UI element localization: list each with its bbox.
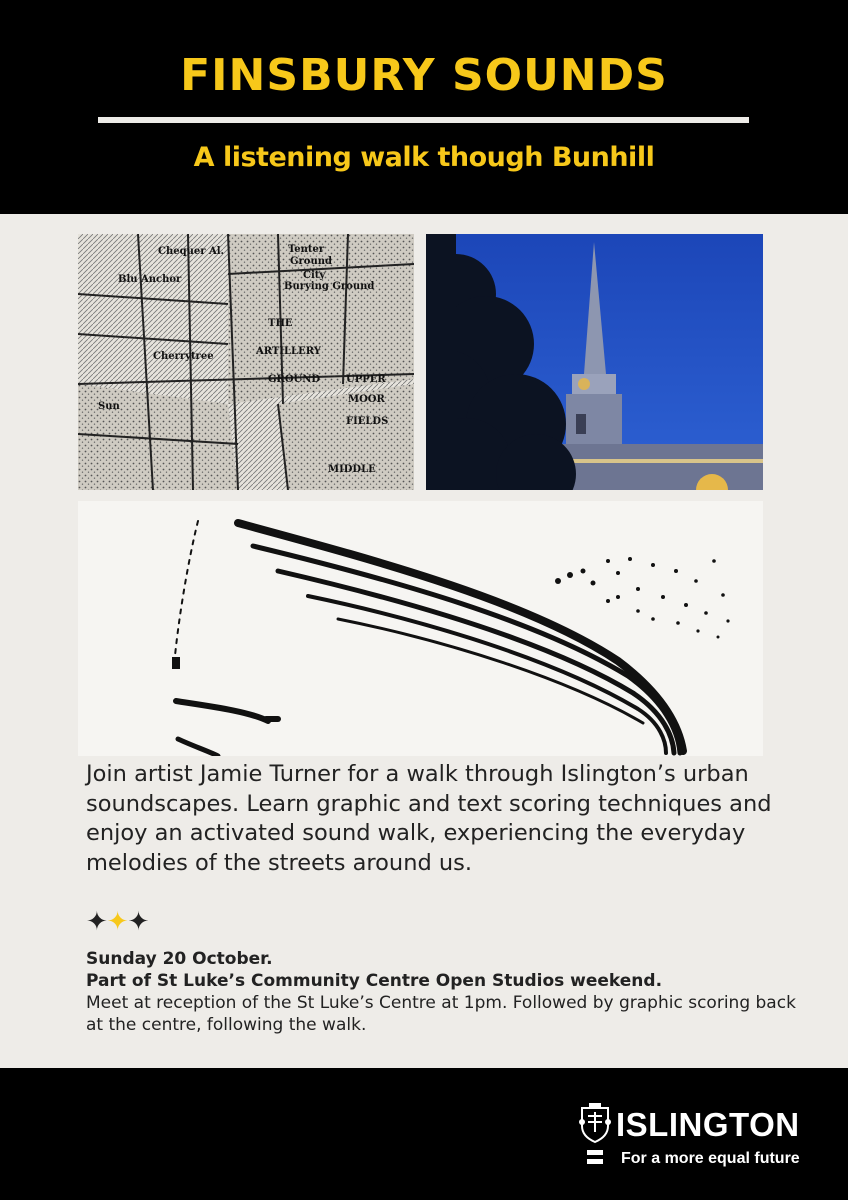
svg-text:City: City (303, 270, 326, 281)
svg-text:FIELDS: FIELDS (346, 416, 389, 427)
svg-text:THE: THE (268, 318, 293, 329)
event-description: Join artist Jamie Turner for a walk through Islington’s urban soundscapes. Learn graphic and text scoring techniques and enjoy an activated sound walk, experiencing the everyday melodies of the streets around us. (86, 761, 772, 876)
svg-text:MOOR: MOOR (348, 394, 385, 405)
svg-text:UPPER: UPPER (346, 374, 386, 385)
islington-tagline: For a more equal future (621, 1150, 800, 1167)
islington-crest-icon (578, 1102, 612, 1144)
church-spire-photo (426, 234, 763, 490)
poster-title: FINSBURY SOUNDS (180, 50, 668, 101)
event-meeting-info: Meet at reception of the St Luke’s Centre at 1pm. Followed by graphic scoring back at the centre, following the walk. (86, 993, 796, 1035)
event-date: Sunday 20 October. (86, 949, 273, 969)
svg-text:MIDDLE: MIDDLE (328, 464, 376, 475)
header-band (0, 0, 848, 214)
svg-text:Tenter: Tenter (288, 244, 325, 255)
poster-subtitle: A listening walk though Bunhill (193, 142, 655, 173)
svg-text:Sun: Sun (98, 401, 120, 412)
historic-map-image (78, 234, 414, 490)
event-part-of: Part of St Luke’s Community Centre Open Studios weekend. (86, 971, 663, 991)
star-icon: ✦ (106, 906, 128, 936)
svg-text:Blu Anchor: Blu Anchor (118, 274, 182, 285)
svg-text:Ground: Ground (290, 256, 333, 267)
star-icon: ✦ (86, 906, 107, 936)
star-icon: ✦ (127, 906, 149, 936)
islington-logo-text: ISLINGTON (616, 1106, 800, 1143)
svg-text:Cherrytree: Cherrytree (153, 351, 214, 362)
star-divider (86, 906, 148, 936)
equals-icon (587, 1150, 603, 1166)
svg-text:Chequer Al.: Chequer Al. (158, 246, 225, 257)
title-divider (98, 117, 749, 123)
graphic-score-image (78, 501, 763, 756)
svg-text:Burying Ground: Burying Ground (284, 281, 375, 292)
svg-text:GROUND: GROUND (268, 374, 321, 385)
svg-text:ARTILLERY: ARTILLERY (256, 346, 321, 357)
